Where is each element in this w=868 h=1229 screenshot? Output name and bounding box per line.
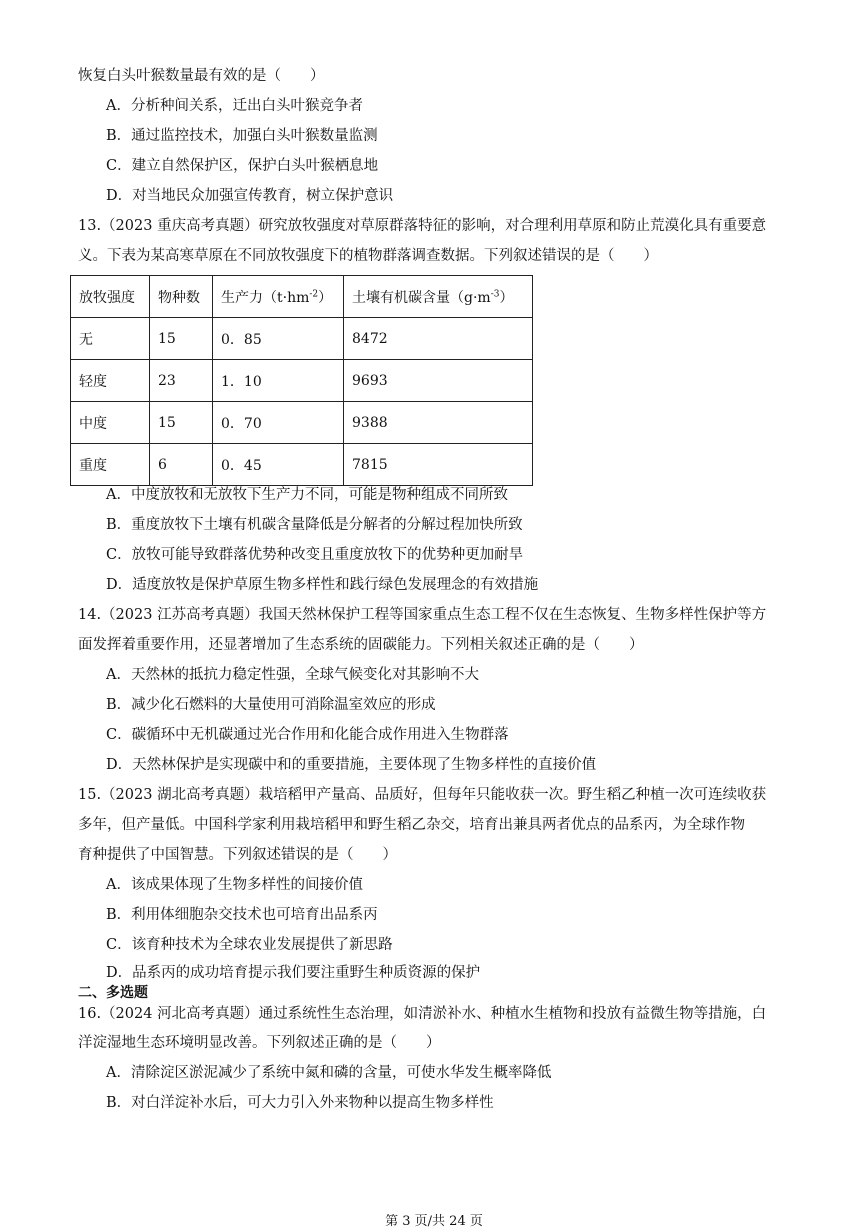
q14-stem-line1: 14.（2023 江苏高考真题）我国天然林保护工程等国家重点生态工程不仅在生态恢复、生物多样性保护等方 bbox=[78, 607, 767, 623]
header-cell: 放牧强度 bbox=[71, 276, 150, 318]
q12-option-b: B．通过监控技术，加强白头叶猴数量监测 bbox=[106, 128, 378, 144]
q14-option-b: B．减少化石燃料的大量使用可消除温室效应的形成 bbox=[106, 697, 436, 713]
table-cell: 轻度 bbox=[71, 360, 150, 402]
table-cell: 7815 bbox=[344, 444, 533, 486]
q13-stem-line1: 13.（2023 重庆高考真题）研究放牧强度对草原群落特征的影响，对合理利用草原和防止荒漠化具有重要意 bbox=[78, 218, 767, 234]
q15-option-a: A．该成果体现了生物多样性的间接价值 bbox=[106, 877, 363, 893]
table-cell: 1．10 bbox=[213, 360, 344, 402]
q12-stem-tail: 恢复白头叶猴数量最有效的是（ ） bbox=[78, 68, 325, 84]
q13-option-a: A．中度放牧和无放牧下生产力不同，可能是物种组成不同所致 bbox=[106, 487, 508, 503]
table-cell: 无 bbox=[71, 318, 150, 360]
table-row bbox=[71, 360, 533, 402]
table-cell: 0．85 bbox=[213, 318, 344, 360]
header-cell bbox=[213, 276, 344, 318]
q15-stem-line2: 多年，但产量低。中国科学家利用栽培稻甲和野生稻乙杂交，培育出兼具两者优点的品系丙，为全球作物 bbox=[78, 817, 745, 833]
q14-option-a: A．天然林的抵抗力稳定性强，全球气候变化对其影响不大 bbox=[106, 667, 479, 683]
q15-option-d: D．品系丙的成功培育提示我们要注重野生种质资源的保护 bbox=[106, 965, 481, 981]
table-cell: 0．70 bbox=[213, 402, 344, 444]
q16-stem-line2: 洋淀湿地生态环境明显改善。下列叙述正确的是（ ） bbox=[78, 1035, 441, 1051]
q12-option-d: D．对当地民众加强宣传教育，树立保护意识 bbox=[106, 188, 394, 204]
table-cell: 中度 bbox=[71, 402, 150, 444]
header-cell bbox=[344, 276, 533, 318]
q15-stem-line1: 15.（2023 湖北高考真题）栽培稻甲产量高、品质好，但每年只能收获一次。野生稻乙种植一次可连续收获 bbox=[78, 787, 767, 803]
table-row bbox=[71, 402, 533, 444]
table-header-row bbox=[71, 276, 533, 318]
header-text: 生产力（t·hm bbox=[221, 289, 310, 306]
header-cell: 物种数 bbox=[150, 276, 213, 318]
q15-option-b: B．利用体细胞杂交技术也可培育出品系丙 bbox=[106, 907, 378, 923]
q13-stem-line2: 义。下表为某高寒草原在不同放牧强度下的植物群落调查数据。下列叙述错误的是（ ） bbox=[78, 248, 658, 264]
q13-option-b: B．重度放牧下土壤有机碳含量降低是分解者的分解过程加快所致 bbox=[106, 517, 523, 533]
table-row bbox=[71, 444, 533, 486]
table-cell: 6 bbox=[150, 444, 213, 486]
header-text: ） bbox=[499, 289, 514, 306]
table-cell: 9388 bbox=[344, 402, 533, 444]
q13-option-c: C．放牧可能导致群落优势种改变且重度放牧下的优势种更加耐旱 bbox=[106, 547, 524, 563]
page-footer: 第 3 页/共 24 页 bbox=[385, 1214, 483, 1229]
table-cell: 15 bbox=[150, 402, 213, 444]
q16-stem-line1: 16.（2024 河北高考真题）通过系统性生态治理，如清淤补水、种植水生植物和投放有益微生物等措施，白 bbox=[78, 1006, 767, 1022]
table-cell: 0．45 bbox=[213, 444, 344, 486]
q12-option-a: A．分析种间关系，迁出白头叶猴竞争者 bbox=[106, 98, 363, 114]
q15-option-c: C．该育种技术为全球农业发展提供了新思路 bbox=[106, 937, 393, 953]
table-row bbox=[71, 318, 533, 360]
header-superscript: -2 bbox=[309, 288, 319, 299]
table-cell: 重度 bbox=[71, 444, 150, 486]
grazing-data-table bbox=[70, 275, 533, 486]
table-cell: 8472 bbox=[344, 318, 533, 360]
header-superscript: -3 bbox=[490, 288, 500, 299]
table-cell: 9693 bbox=[344, 360, 533, 402]
q12-option-c: C．建立自然保护区，保护白头叶猴栖息地 bbox=[106, 158, 379, 174]
q15-stem-line3: 育种提供了中国智慧。下列叙述错误的是（ ） bbox=[78, 847, 397, 863]
q16-option-b: B．对白洋淀补水后，可大力引入外来物种以提高生物多样性 bbox=[106, 1095, 494, 1111]
section-heading-multi-choice: 二、多选题 bbox=[78, 985, 148, 1001]
header-text: 土壤有机碳含量（g·m bbox=[352, 289, 491, 306]
table-cell: 23 bbox=[150, 360, 213, 402]
q16-option-a: A．清除淀区淤泥减少了系统中氮和磷的含量，可使水华发生概率降低 bbox=[106, 1065, 552, 1081]
q14-option-d: D．天然林保护是实现碳中和的重要措施，主要体现了生物多样性的直接价值 bbox=[106, 757, 597, 773]
q13-option-d: D．适度放牧是保护草原生物多样性和践行绿色发展理念的有效措施 bbox=[106, 577, 539, 593]
q14-option-c: C．碳循环中无机碳通过光合作用和化能合成作用进入生物群落 bbox=[106, 727, 509, 743]
table-cell: 15 bbox=[150, 318, 213, 360]
header-text: ） bbox=[318, 289, 333, 306]
q14-stem-line2: 面发挥着重要作用，还显著增加了生态系统的固碳能力。下列相关叙述正确的是（ ） bbox=[78, 637, 644, 653]
